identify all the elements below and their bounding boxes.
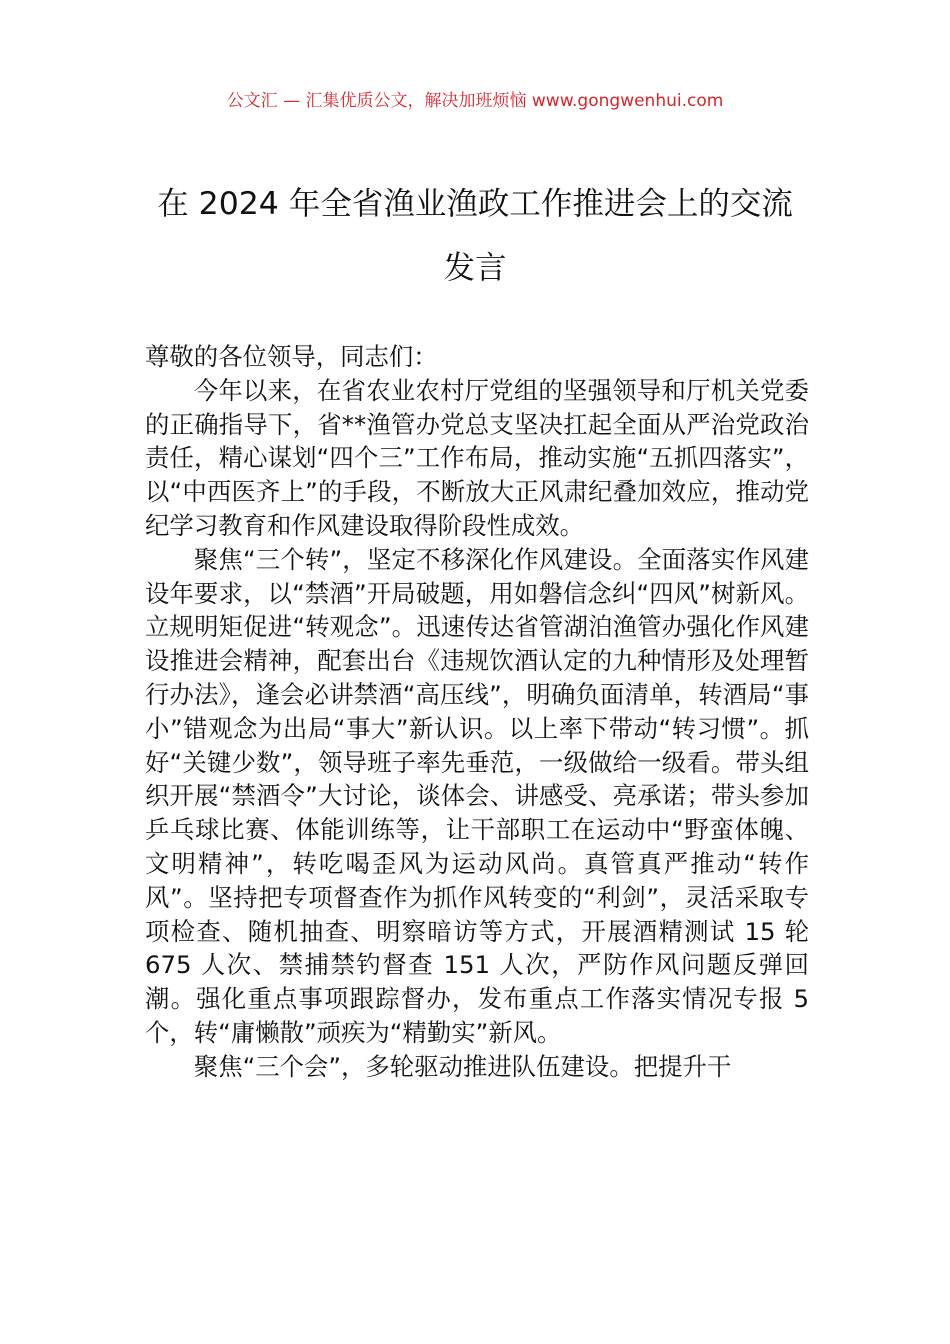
salutation: 尊敬的各位领导，同志们： xyxy=(145,342,438,371)
paragraph-team-building: 聚焦“三个会”，多轮驱动推进队伍建设。把提升干 xyxy=(193,1051,732,1081)
header-banner[interactable]: 公文汇 — 汇集优质公文，解决加班烦恼 www.gongwenhui.com xyxy=(226,91,724,111)
paragraph-intro: 今年以来，在省农业农村厅党组的坚强领导和厅机关党委的正确指导下，省**渔管办党总支坚决扛起全面从严治党政治责任，精心谋划“四个三”工作布局，推动实施“五抓四落实”，以“中西医齐上”的手段，不断放大正风肃纪叠加效应，推动党纪学习教育和作风建设取得阶段性成效。 xyxy=(145,375,809,540)
document-title: 在 2024 年全省渔业渔政工作推进会上的交流发言 xyxy=(157,186,793,286)
document-body xyxy=(145,340,809,1084)
paragraph-work-style: 聚焦“三个转”，坚定不移深化作风建设。全面落实作风建设年要求，以“禁酒”开局破题，用如磐信念纠“四风”树新风。立规明矩促进“转观念”。迅速传达省管湖泊渔管办强化作风建设推进会精神，配套出台《违规饮酒认定的九种情形及处理暂行办法》，逢会必讲禁酒“高压线”，明确负面清单，转酒局“事小”错观念为出局“事大”新认识。以上率下带动“转习惯”。抓好“关键少数”，领导班子率先垂范，一级做给一级看。带头组织开展“禁酒令”大讨论，谈体会、讲感受、亮承诺；带头参加乒乓球比赛、体能训练等，让干部职工在运动中“野蛮体魄、文明精神”，转吃喝歪风为运动风尚。真管真严推动“转作风”。坚持把专项督查作为抓作风转变的“利剑”，灵活采取专项检查、随机抽查、明察暗访等方式，开展酒精测试 15 轮 675 人次、禁捕禁钓督查 151 人次，严防作风问题反弹回潮。强化重点事项跟踪督办，发布重点工作落实情况专报 5 个，转“庸懒散”顽疾为“精勤实”新风。 xyxy=(145,544,809,1047)
